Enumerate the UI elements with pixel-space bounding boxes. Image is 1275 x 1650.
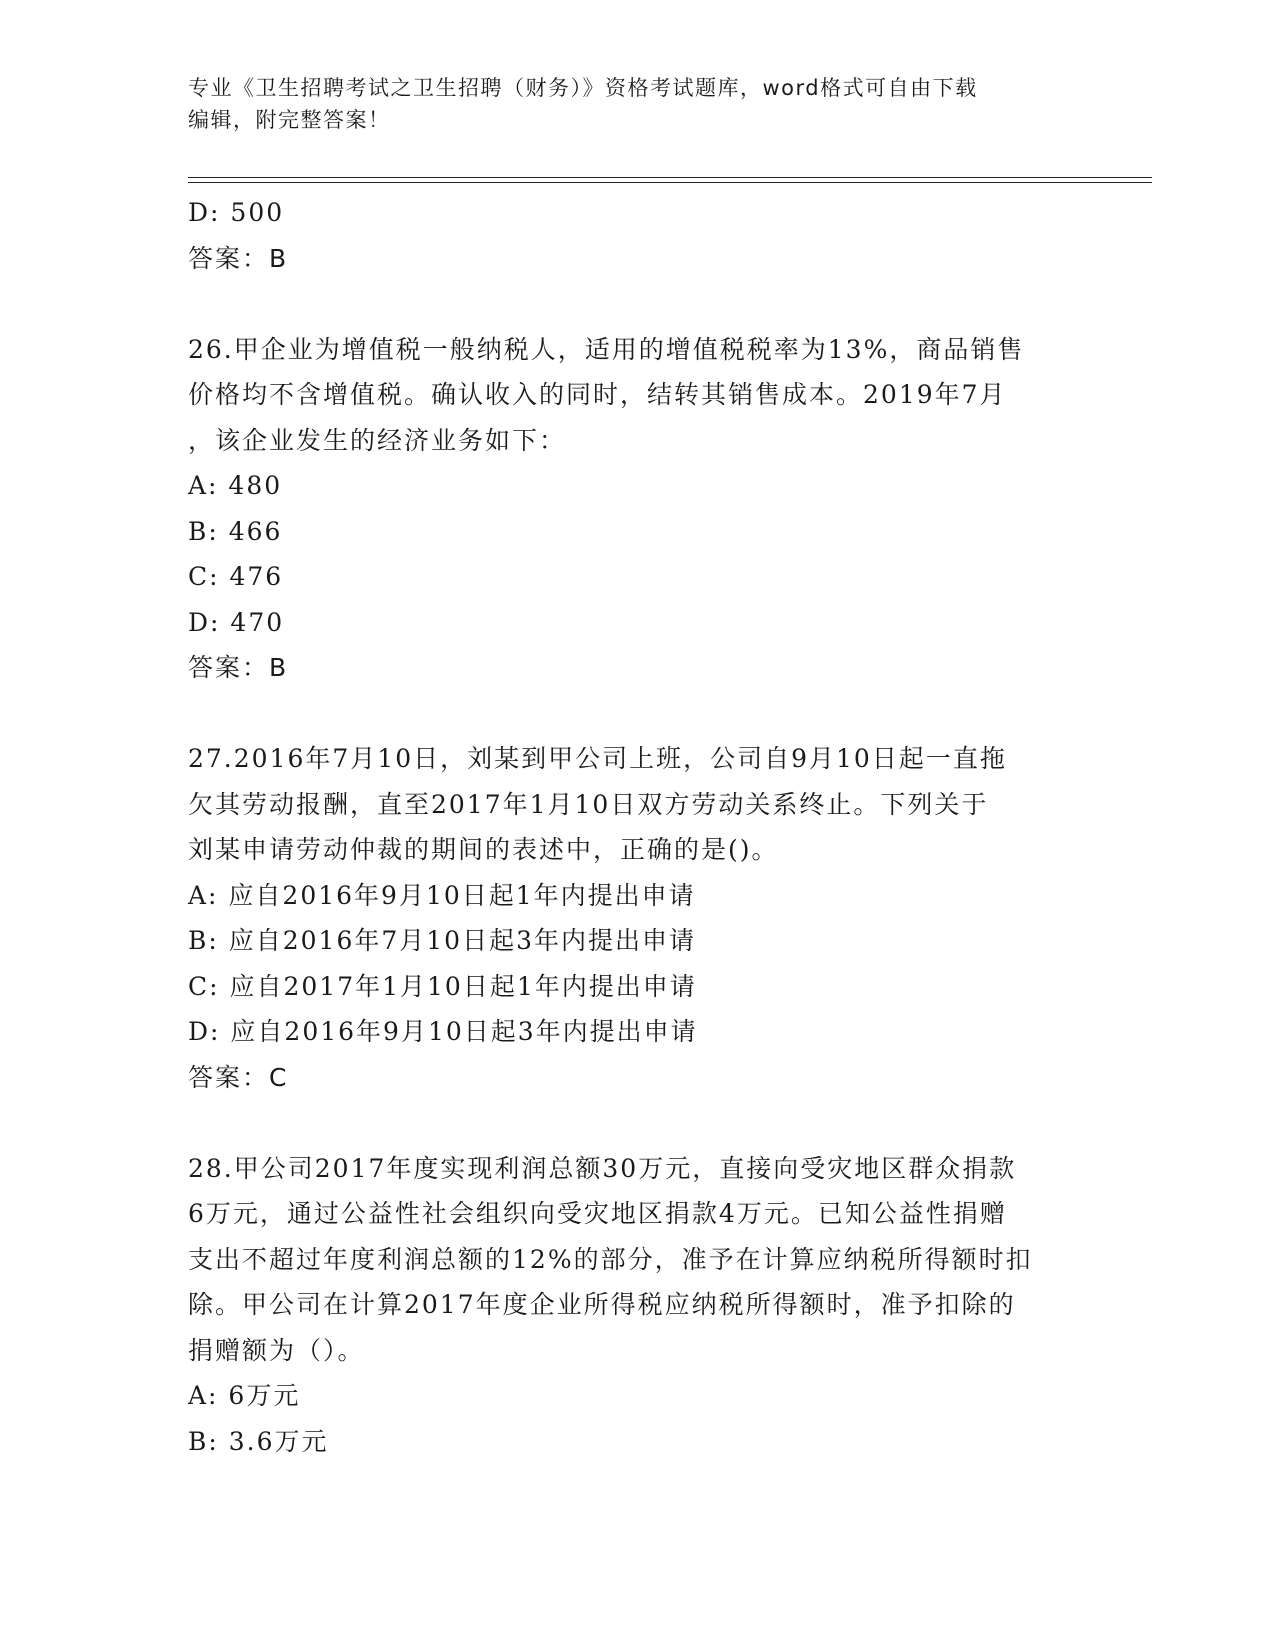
- question-27-line: 27.2016年7月10日，刘某到甲公司上班，公司自9月10日起一直拖: [188, 744, 1007, 773]
- question-content: [188, 190, 1088, 1464]
- prev-option-d: D: 500: [188, 198, 285, 227]
- question-28-line: 捐赠额为（）。: [188, 1335, 365, 1365]
- question-27-line: 欠其劳动报酬，直至2017年1月10日双方劳动关系终止。下列关于: [188, 789, 989, 819]
- question-27-line: 刘某申请劳动仲裁的期间的表述中，正确的是()。: [188, 835, 779, 864]
- page-header: [188, 72, 1068, 136]
- question-28-line: 除。甲公司在计算2017年度企业所得税应纳税所得额时，准予扣除的: [188, 1290, 1016, 1319]
- question-28-line: 28.甲公司2017年度实现利润总额30万元，直接向受灾地区群众捐款: [188, 1153, 1017, 1183]
- spacer: [188, 691, 1088, 737]
- question-26-answer: 答案：B: [188, 653, 289, 682]
- question-26-line: 价格均不含增值税。确认收入的同时，结转其销售成本。2019年7月: [188, 380, 1007, 409]
- prev-answer: 答案：B: [188, 243, 289, 273]
- question-26-line: 26.甲企业为增值税一般纳税人，适用的增值税税率为13%，商品销售: [188, 334, 1025, 364]
- spacer: [188, 281, 1088, 327]
- question-26-line: ，该企业发生的经济业务如下：: [188, 425, 567, 455]
- header-rule-top: [188, 177, 1152, 178]
- question-26-option-a: A: 480: [188, 471, 283, 500]
- question-27: [188, 736, 1088, 1100]
- question-27-option-a: A: 应自2016年9月10日起1年内提出申请: [188, 880, 696, 910]
- question-26-option-d: D: 470: [188, 607, 285, 637]
- question-28-line: 支出不超过年度利润总额的12%的部分，准予在计算应纳税所得额时扣: [188, 1244, 1033, 1274]
- question-28: [188, 1146, 1088, 1465]
- spacer: [188, 1100, 1088, 1146]
- question-27-option-d: D: 应自2016年9月10日起3年内提出申请: [188, 1017, 698, 1046]
- question-27-option-b: B: 应自2016年7月10日起3年内提出申请: [188, 926, 696, 955]
- header-line-1: 专业《卫生招聘考试之卫生招聘（财务）》资格考试题库，word格式可自由下载: [188, 76, 978, 100]
- header-rule-bottom: [188, 182, 1152, 183]
- question-28-line: 6万元，通过公益性社会组织向受灾地区捐款4万元。已知公益性捐赠: [188, 1199, 1007, 1228]
- question-28-option-b: B: 3.6万元: [188, 1426, 329, 1456]
- question-26-option-b: B: 466: [188, 516, 283, 546]
- question-26-option-c: C: 476: [188, 562, 284, 591]
- question-27-answer: 答案：C: [188, 1062, 289, 1092]
- question-27-option-c: C: 应自2017年1月10日起1年内提出申请: [188, 971, 697, 1001]
- question-28-option-a: A: 6万元: [188, 1381, 301, 1410]
- header-line-2: 编辑，附完整答案！: [188, 108, 391, 132]
- question-26: [188, 327, 1088, 691]
